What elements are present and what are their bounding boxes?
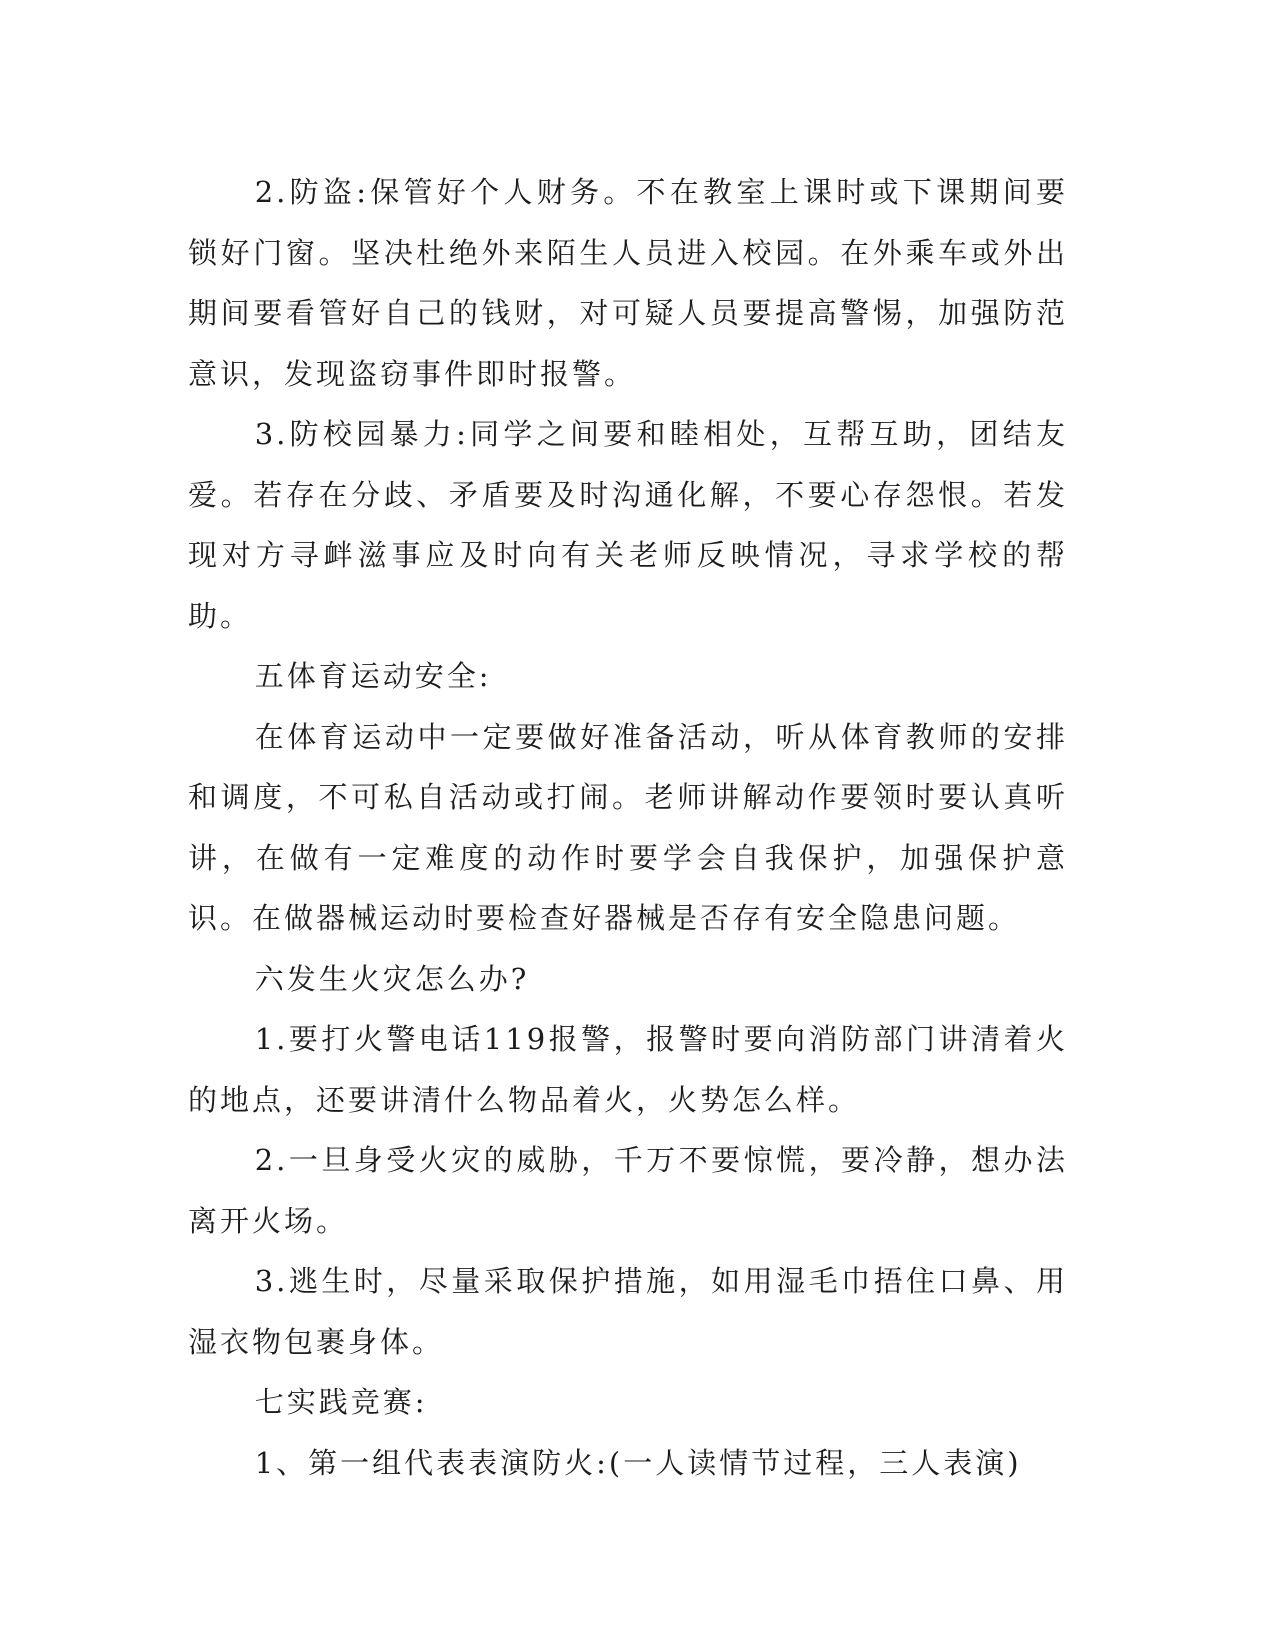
- paragraph-fire-call: 1.要打火警电话119报警，报警时要向消防部门讲清着火的地点，还要讲清什么物品着火，火势怎么样。: [188, 1022, 1068, 1117]
- section-heading-practice: 七实践竞赛:: [254, 1385, 428, 1419]
- paragraph-fire-escape: 3.逃生时，尽量采取保护措施，如用湿毛巾捂住口鼻、用湿衣物包裹身体。: [188, 1264, 1068, 1359]
- section-heading-sports-safety: 五体育运动安全:: [254, 659, 492, 693]
- paragraph-fire-calm: 2.一旦身受火灾的威胁，千万不要惊慌，要冷静，想办法离开火场。: [188, 1143, 1068, 1238]
- paragraph-theft-prevention: 2.防盗:保管好个人财务。不在教室上课时或下课期间要锁好门窗。坚决杜绝外来陌生人员进入校园。在外乘车或外出期间要看管好自己的钱财，对可疑人员要提高警惕，加强防范意识，发现盗窃事件即时报警。: [188, 175, 1068, 391]
- paragraph-sports-safety: 在体育运动中一定要做好准备活动，听从体育教师的安排和调度，不可私自活动或打闹。老师讲解动作要领时要认真听讲，在做有一定难度的动作时要学会自我保护，加强保护意识。在做器械运动时要检查好器械是否存有安全隐患问题。: [188, 719, 1068, 935]
- paragraph-practice-group-one: 1、第一组代表表演防火:(一人读情节过程，三人表演): [254, 1445, 1022, 1480]
- document-body: [188, 162, 1068, 1493]
- paragraph-school-violence: 3.防校园暴力:同学之间要和睦相处，互帮互助，团结友爱。若存在分歧、矛盾要及时沟通化解，不要心存怨恨。若发现对方寻衅滋事应及时向有关老师反映情况，寻求学校的帮助。: [188, 417, 1068, 633]
- section-heading-fire: 六发生火灾怎么办?: [254, 961, 530, 996]
